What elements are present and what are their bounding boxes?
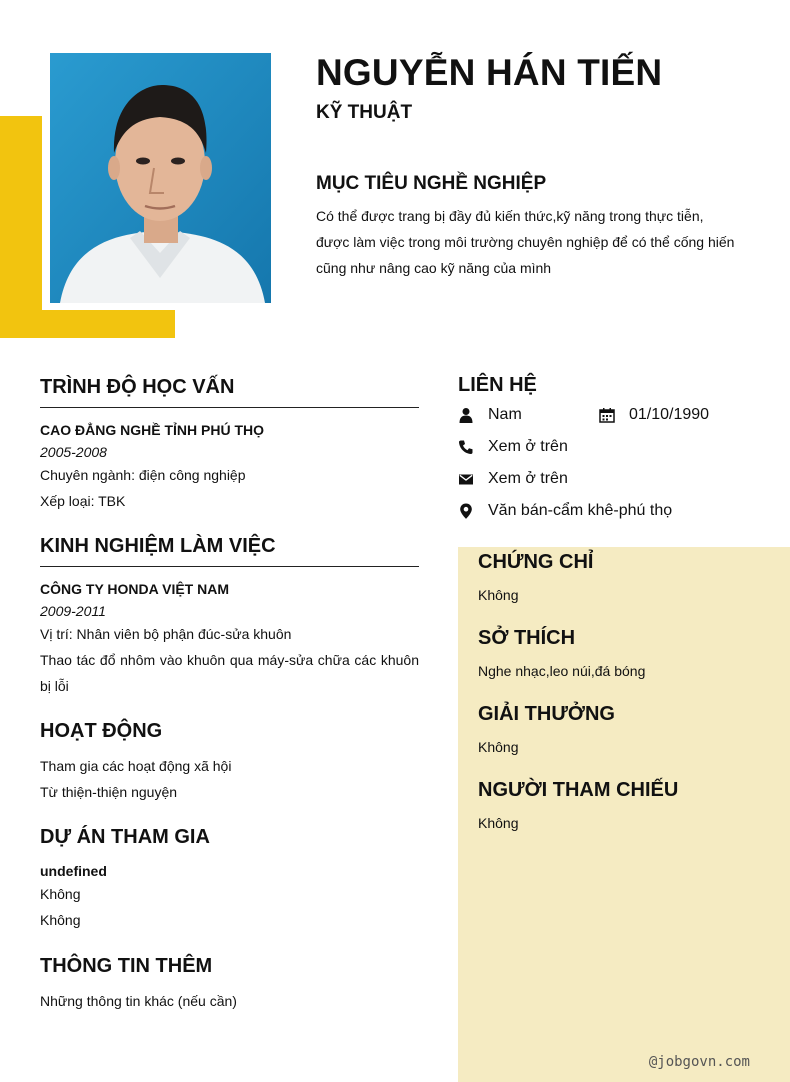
section-divider [40,566,419,567]
contact-gender [458,406,522,424]
references-title: NGƯỜI THAM CHIẾU [478,779,679,801]
decorative-yellow-bar [0,116,42,338]
decorative-yellow-strip [0,310,175,338]
certificates-block [478,551,593,608]
education-grade: Xếp loại: TBK [40,493,126,509]
hobbies-title: SỞ THÍCH [478,627,576,649]
education-period: 2005-2008 [40,444,107,460]
contact-email [458,470,568,488]
certificates-title: CHỨNG CHỈ [478,551,594,573]
experience-position: Vị trí: Nhân viên bộ phận đúc-sửa khuôn [40,626,292,642]
education-major: Chuyên ngành: điện công nghiệp [40,467,246,483]
education-title: TRÌNH ĐỘ HỌC VẤN [40,376,235,398]
contact-email-value: Xem ở trên [488,470,568,487]
watermark: @jobgovn.com [648,1054,750,1070]
location-pin-icon [458,503,474,519]
awards-title: GIẢI THƯỞNG [478,703,615,725]
profile-photo [50,53,271,303]
contact-phone [458,438,568,456]
projects-title: DỰ ÁN THAM GIA [40,826,210,848]
experience-title: KINH NGHIỆM LÀM VIỆC [40,535,276,557]
awards-text: Không [478,739,519,755]
hobbies-text: Nghe nhạc,leo núi,đá bóng [478,663,646,679]
references-block [478,779,678,836]
education-school: CAO ĐẲNG NGHỀ TỈNH PHÚ THỌ [40,422,264,438]
candidate-name: NGUYỄN HÁN TIẾN [316,52,663,93]
more-info-text: Những thông tin khác (nếu cần) [40,993,237,1009]
projects-section [40,826,419,933]
awards-block [478,703,615,760]
side-panel [458,547,790,1082]
activity-item: Từ thiện-thiện nguyện [40,784,178,800]
calendar-icon [599,407,615,423]
more-info-title: THÔNG TIN THÊM [40,955,213,977]
hobbies-block [478,627,645,684]
section-divider [40,407,419,408]
experience-period: 2009-2011 [40,603,106,619]
activity-item: Tham gia các hoạt động xã hội [40,758,232,774]
experience-company: CÔNG TY HONDA VIỆT NAM [40,581,230,597]
project-item: Không [40,886,81,902]
contact-address-value: Văn bán-cẩm khê-phú thọ [488,502,673,519]
contact-title: LIÊN HỆ [458,374,537,396]
activities-section [40,720,419,805]
phone-icon [458,439,474,455]
objective-text: Có thể được trang bị đầy đủ kiến thức,kỹ năng trong thực tiễn, được làm việc trong môi trường chuyên nghiệp để có thể cống hiến cũng như nâng cao kỹ năng của mình [316,208,735,276]
objective-title: MỤC TIÊU NGHỀ NGHIỆP [316,173,547,194]
email-icon [458,471,474,487]
contact-address [458,502,672,520]
experience-description: Thao tác đổ nhôm vào khuôn qua máy-sửa chữa các khuôn bị lỗi [40,652,419,694]
experience-section [40,535,419,699]
education-section [40,376,419,514]
more-info-section [40,955,419,1014]
project-name: undefined [40,863,107,879]
contact-birthday-value: 01/10/1990 [629,406,710,423]
contact-phone-value: Xem ở trên [488,438,568,455]
project-item: Không [40,912,81,928]
contact-gender-value: Nam [488,406,522,423]
person-icon [458,407,474,423]
contact-birthday [599,406,709,424]
certificates-text: Không [478,587,519,603]
candidate-role: KỸ THUẬT [316,102,413,123]
references-text: Không [478,815,519,831]
activities-title: HOẠT ĐỘNG [40,720,163,742]
